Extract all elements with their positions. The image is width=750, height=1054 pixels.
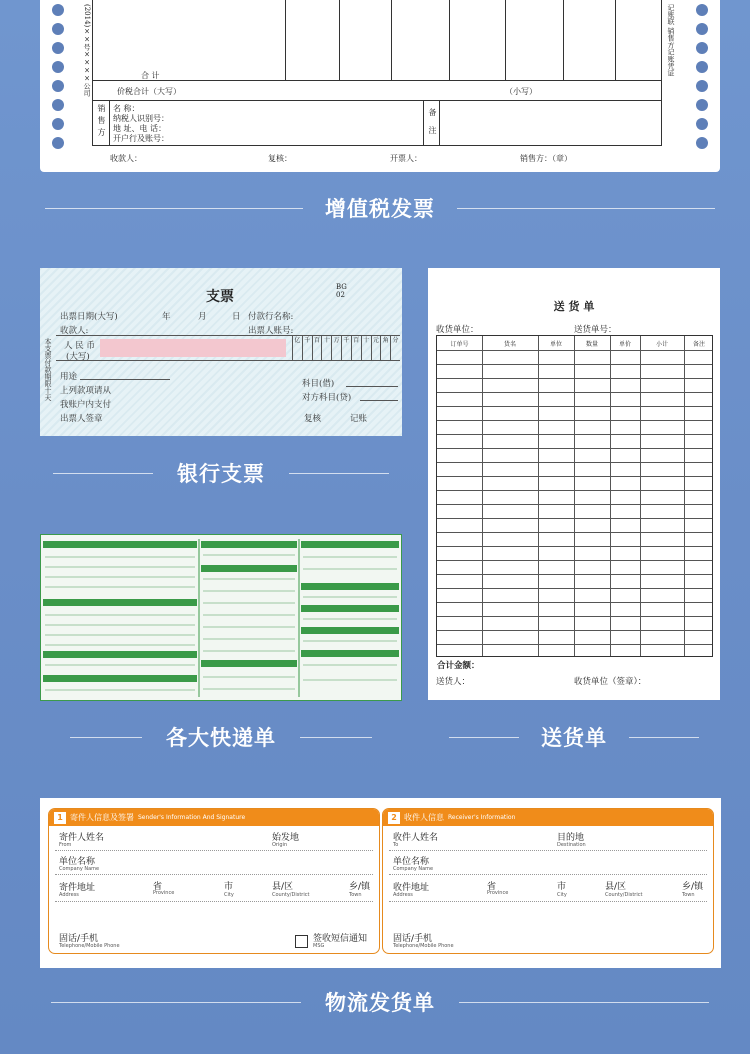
caption-logistics-text: 物流发货单 — [325, 991, 435, 1015]
delivery-grid-row — [437, 588, 712, 589]
cheque-debit-label: 科目(借) — [302, 379, 335, 389]
amount-unit: 分 — [390, 335, 400, 361]
cheque-use-label: 用途 — [60, 372, 78, 382]
delivery-grid-row — [437, 378, 712, 379]
invoice-small-label: （小写） — [505, 87, 537, 96]
caption-logistics — [40, 987, 720, 1017]
invoice-seller-name: 名 称： — [113, 104, 140, 113]
delivery-table — [436, 335, 713, 657]
delivery-header-price: 单价 — [618, 341, 631, 348]
delivery-grid-row — [437, 504, 712, 505]
invoice-right-text: 记账联 销售方记账凭证 — [667, 4, 675, 77]
sender-address-label: 寄件地址 — [59, 883, 96, 893]
receiver-company-label: 单位名称 — [393, 857, 430, 867]
cheque-debit-line — [346, 386, 398, 387]
sender-dash — [55, 850, 373, 851]
receiver-dest-label: 目的地 — [557, 833, 585, 843]
cheque-drawer-signature: 出票人签章 — [60, 414, 103, 424]
invoice-seller-seal: 销售方：（章） — [520, 154, 572, 163]
sender-sms-en: MSG — [313, 943, 325, 949]
delivery-grid-row — [437, 532, 712, 533]
delivery-total-label: 合计金额： — [437, 661, 480, 671]
sender-dash — [55, 874, 373, 875]
cheque-caps-label: (大写) — [66, 352, 90, 362]
caption-cheque — [40, 458, 402, 488]
receiver-province-en: Province — [487, 890, 509, 896]
receiver-panel-header — [383, 809, 713, 826]
express-waybill — [40, 534, 402, 701]
invoice-table — [92, 0, 662, 146]
invoice-side-code: (2014)××号××××公司 — [83, 4, 91, 97]
delivery-header-remark: 备注 — [692, 341, 705, 348]
delivery-header-order: 订单号 — [450, 341, 469, 348]
sender-panel-header — [49, 809, 379, 826]
cheque-bank-label: 付款行名称: — [248, 312, 294, 322]
cheque-record-label: 记账 — [350, 414, 368, 424]
delivery-grid-col — [538, 336, 539, 656]
caption-vat — [40, 193, 720, 223]
sender-county-label: 县/区 — [272, 882, 294, 892]
cheque-month: 月 — [198, 312, 207, 322]
sender-city-label: 市 — [224, 882, 234, 892]
delivery-grid-col — [640, 336, 641, 656]
amount-unit: 十 — [321, 335, 331, 361]
sender-phone-en: Telephone/Mobile Phone — [59, 943, 120, 949]
receiver-panel — [382, 808, 714, 954]
receiver-header-cn: 收件人信息 — [404, 813, 444, 822]
delivery-grid-row — [437, 434, 712, 435]
sender-address-en: Address — [59, 892, 79, 898]
delivery-grid-row — [437, 630, 712, 631]
logistics-form — [40, 798, 721, 968]
receiver-phone-label: 固话/手机 — [393, 934, 433, 944]
receiver-dest-en: Destination — [557, 842, 586, 848]
caption-delivery — [428, 722, 720, 752]
delivery-grid-row — [437, 574, 712, 575]
sender-header-cn: 寄件人信息及签署 — [70, 813, 134, 822]
sender-number: 1 — [54, 812, 66, 824]
sender-county-en: County/District — [272, 892, 310, 898]
cheque-left-line-1: 上列款项请从 — [60, 386, 112, 396]
sms-notify-checkbox[interactable] — [295, 935, 308, 948]
invoice-remark-label: 备注 — [428, 108, 437, 144]
delivery-title: 送 货 单 — [553, 300, 595, 313]
cheque-credit-line — [360, 400, 398, 401]
sender-province-label: 省 — [153, 882, 163, 892]
delivery-receiver-label: 收货单位： — [436, 325, 479, 335]
delivery-grid-row — [437, 420, 712, 421]
invoice-total-label: 合 计 — [141, 71, 160, 80]
receiver-town-label: 乡/镇 — [682, 882, 704, 892]
sender-name-en: From — [59, 842, 72, 848]
receiver-dash — [389, 874, 707, 875]
invoice-reviewer: 复核： — [268, 154, 292, 163]
delivery-grid-row — [437, 476, 712, 477]
delivery-grid-col — [610, 336, 611, 656]
right-perforation — [690, 0, 714, 149]
caption-express — [40, 722, 402, 752]
amount-unit: 千 — [302, 335, 312, 361]
delivery-header-goods: 货名 — [503, 341, 516, 348]
receiver-province-label: 省 — [487, 882, 497, 892]
delivery-receiver-sign-label: 收货单位（签章）： — [574, 677, 647, 687]
cheque-code: BG 02 — [336, 283, 347, 299]
invoice-seller-label: 销售方 — [97, 104, 106, 140]
sender-name-label: 寄件人姓名 — [59, 833, 105, 843]
cheque-year: 年 — [162, 312, 171, 322]
express-waybill-form-graphic — [41, 535, 401, 700]
invoice-tax-total-label: 价税合计（大写） — [117, 87, 181, 96]
caption-cheque-text: 银行支票 — [177, 462, 265, 486]
delivery-grid-row — [437, 602, 712, 603]
bank-cheque — [40, 268, 402, 436]
receiver-header-en: Receiver's Information — [448, 814, 516, 821]
delivery-grid-row — [437, 462, 712, 463]
caption-delivery-text: 送货单 — [541, 726, 607, 750]
sender-dash — [55, 901, 373, 902]
amount-unit: 万 — [331, 335, 341, 361]
delivery-deliverer-label: 送货人： — [436, 677, 471, 687]
delivery-header-unit: 单位 — [549, 341, 562, 348]
receiver-town-en: Town — [682, 892, 695, 898]
invoice-seller-address: 地 址、电 话： — [113, 124, 167, 133]
cheque-account-label: 出票人账号: — [248, 326, 294, 336]
delivery-grid-row — [437, 644, 712, 645]
sender-panel — [48, 808, 380, 954]
sender-town-en: Town — [349, 892, 362, 898]
invoice-issuer: 开票人： — [390, 154, 422, 163]
sender-company-label: 单位名称 — [59, 857, 96, 867]
left-perforation — [46, 0, 70, 149]
receiver-company-en: Company Name — [393, 866, 434, 872]
cheque-amount-words-field[interactable] — [100, 339, 286, 357]
sender-city-en: City — [224, 892, 234, 898]
amount-unit: 亿 — [292, 335, 302, 361]
receiver-dash — [389, 901, 707, 902]
receiver-address-label: 收件地址 — [393, 883, 430, 893]
delivery-order-label: 送货单号： — [574, 325, 617, 335]
delivery-grid-row — [437, 518, 712, 519]
cheque-side-text: 本支票付款期限十天 — [44, 338, 52, 401]
receiver-name-label: 收件人姓名 — [393, 833, 439, 843]
vat-invoice — [40, 0, 720, 172]
cheque-payee-label: 收款人: — [60, 326, 89, 336]
cheque-title: 支票 — [206, 289, 234, 305]
delivery-grid-row — [437, 490, 712, 491]
delivery-grid-row — [437, 350, 712, 351]
delivery-grid-row — [437, 406, 712, 407]
amount-unit: 百 — [351, 335, 361, 361]
delivery-grid-row — [437, 616, 712, 617]
delivery-grid-row — [437, 448, 712, 449]
receiver-number: 2 — [388, 812, 400, 824]
delivery-grid-row — [437, 560, 712, 561]
cheque-use-line — [80, 379, 170, 380]
delivery-grid-col — [482, 336, 483, 656]
receiver-county-en: County/District — [605, 892, 643, 898]
cheque-review-label: 复核 — [304, 414, 322, 424]
sender-header-en: Sender's Information And Signature — [138, 814, 246, 821]
receiver-name-en: To — [393, 842, 399, 848]
sender-sms-label: 签收短信通知 — [313, 934, 368, 944]
delivery-grid-row — [437, 364, 712, 365]
sender-company-en: Company Name — [59, 866, 100, 872]
sender-phone-label: 固话/手机 — [59, 934, 99, 944]
delivery-note — [428, 268, 720, 700]
delivery-grid-col — [684, 336, 685, 656]
invoice-seller-bank: 开户行及账号： — [113, 134, 169, 143]
cheque-day: 日 — [232, 312, 241, 322]
invoice-seller-taxid: 纳税人识别号： — [113, 114, 169, 123]
delivery-header-subtotal: 小计 — [655, 341, 668, 348]
amount-unit: 元 — [371, 335, 381, 361]
amount-unit: 十 — [361, 335, 371, 361]
cheque-credit-label: 对方科目(贷) — [302, 393, 352, 403]
receiver-county-label: 县/区 — [605, 882, 627, 892]
sender-origin-label: 始发地 — [272, 833, 300, 843]
delivery-grid-col — [574, 336, 575, 656]
delivery-grid-row — [437, 546, 712, 547]
receiver-address-en: Address — [393, 892, 413, 898]
amount-unit: 百 — [312, 335, 322, 361]
cheque-date-label: 出票日期(大写) — [60, 312, 118, 322]
invoice-payee: 收款人： — [110, 154, 142, 163]
cheque-amount-grid — [292, 335, 400, 361]
receiver-dash — [389, 850, 707, 851]
cheque-left-line-2: 我账户内支付 — [60, 400, 112, 410]
receiver-phone-en: Telephone/Mobile Phone — [393, 943, 454, 949]
receiver-city-label: 市 — [557, 882, 567, 892]
amount-unit: 千 — [341, 335, 351, 361]
receiver-city-en: City — [557, 892, 567, 898]
delivery-header-qty: 数量 — [585, 341, 598, 348]
delivery-grid-row — [437, 392, 712, 393]
sender-province-en: Province — [153, 890, 175, 896]
sender-town-label: 乡/镇 — [349, 882, 371, 892]
sender-origin-en: Origin — [272, 842, 288, 848]
amount-unit: 角 — [380, 335, 390, 361]
caption-vat-text: 增值税发票 — [325, 197, 435, 221]
caption-express-text: 各大快递单 — [166, 726, 276, 750]
cheque-rmb-label: 人 民 币 — [64, 341, 95, 351]
